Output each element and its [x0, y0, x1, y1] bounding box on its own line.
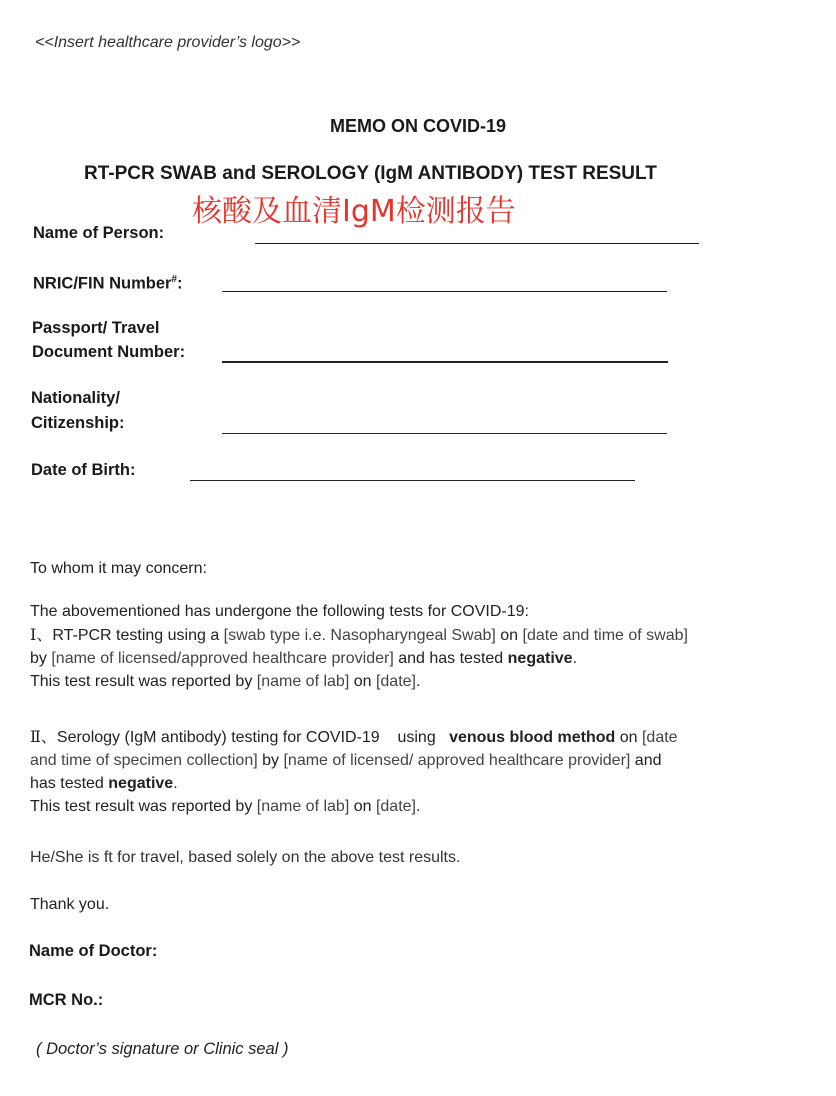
nric-colon: : [176, 274, 183, 293]
logo-placeholder: <<Insert healthcare provider’s logo>> [35, 34, 301, 51]
nationality-label-line2: Citizenship: [31, 414, 125, 432]
serology-report-line [30, 795, 780, 818]
passport-line [222, 361, 668, 363]
by-text: by [257, 752, 284, 769]
serology-line3 [30, 772, 780, 795]
intro-line: The abovementioned has undergone the following tests for COVID-19: [30, 603, 529, 620]
nationality-line [222, 433, 667, 434]
tested-text: has tested [30, 775, 109, 792]
mcr-number-label: MCR No.: [29, 991, 104, 1009]
date-placeholder: [date] [375, 798, 416, 815]
passport-label-line2: Document Number: [32, 343, 186, 361]
paragraph-serology [30, 725, 780, 818]
signature-note: ( Doctor’s signature or Clinic seal ) [36, 1040, 289, 1058]
report-text: This test result was reported by [30, 798, 257, 815]
provider-placeholder: [name of licensed/approved healthcare provider] [51, 650, 394, 667]
period: . [415, 798, 421, 815]
swab-date-placeholder: [date and time of swab] [522, 627, 688, 644]
date-of-birth-label: Date of Birth: [31, 461, 136, 479]
tested-text: and has tested [393, 650, 508, 667]
memo-title: MEMO ON COVID-19 [329, 116, 507, 136]
negative-result-1: negative [507, 650, 573, 667]
by-text: by [30, 650, 52, 667]
negative-result-2: negative [108, 775, 174, 792]
date-placeholder: [date] [375, 673, 416, 690]
name-of-person-line [255, 243, 699, 244]
nationality-label-line1: Nationality/ [31, 389, 120, 407]
swab-type-placeholder: [swab type i.e. Nasopharyngeal Swab] [223, 627, 496, 644]
rt-pcr-text: RT-PCR testing using a [52, 627, 224, 644]
on-text: on [615, 729, 642, 746]
venous-blood-method: venous blood method [449, 729, 616, 746]
passport-label-line1: Passport/ Travel [32, 319, 160, 337]
date-of-birth-line [190, 480, 635, 481]
on-text: on [349, 673, 376, 690]
nric-footnote-mark: # [171, 274, 177, 285]
period: . [415, 673, 421, 690]
salutation: To whom it may concern: [30, 560, 207, 577]
and-text: and [630, 752, 662, 769]
doctor-name-label: Name of Doctor: [29, 942, 158, 960]
name-of-person-label: Name of Person: [33, 224, 165, 242]
serology-line1 [30, 725, 780, 749]
rt-pcr-report-line [30, 670, 780, 693]
lab-placeholder: [name of lab] [256, 673, 350, 690]
report-text: This test result was reported by [30, 673, 257, 690]
specimen-date-placeholder-end: and time of specimen collection] [30, 752, 258, 769]
nric-label [33, 268, 182, 296]
nric-label-text: NRIC/FIN Number [33, 274, 172, 293]
on-text: on [495, 627, 523, 644]
fit-for-travel-statement: He/She is ft for travel, based solely on the above test results. [30, 849, 461, 866]
test-result-title: RT-PCR SWAB and SEROLOGY (IgM ANTIBODY) TEST RESULT [84, 163, 657, 184]
roman-numeral-2: Ⅱ、 [30, 727, 57, 746]
specimen-date-placeholder-start: [date [641, 729, 678, 746]
rt-pcr-line1 [30, 623, 780, 647]
rt-pcr-line2 [30, 647, 780, 670]
on-text: on [349, 798, 376, 815]
provider-placeholder: [name of licensed/ approved healthcare provider] [283, 752, 631, 769]
period: . [173, 775, 178, 792]
roman-numeral-1: Ⅰ、 [30, 625, 53, 644]
paragraph-rt-pcr [30, 600, 780, 693]
lab-placeholder: [name of lab] [256, 798, 350, 815]
serology-line2 [30, 749, 780, 772]
thank-you: Thank you. [30, 896, 110, 913]
chinese-title: 核酸及血清IgM检测报告 [192, 194, 516, 229]
nric-line [222, 291, 667, 292]
serology-text: Serology (IgM antibody) testing for COVID-19 using [56, 729, 450, 746]
period: . [572, 650, 578, 667]
